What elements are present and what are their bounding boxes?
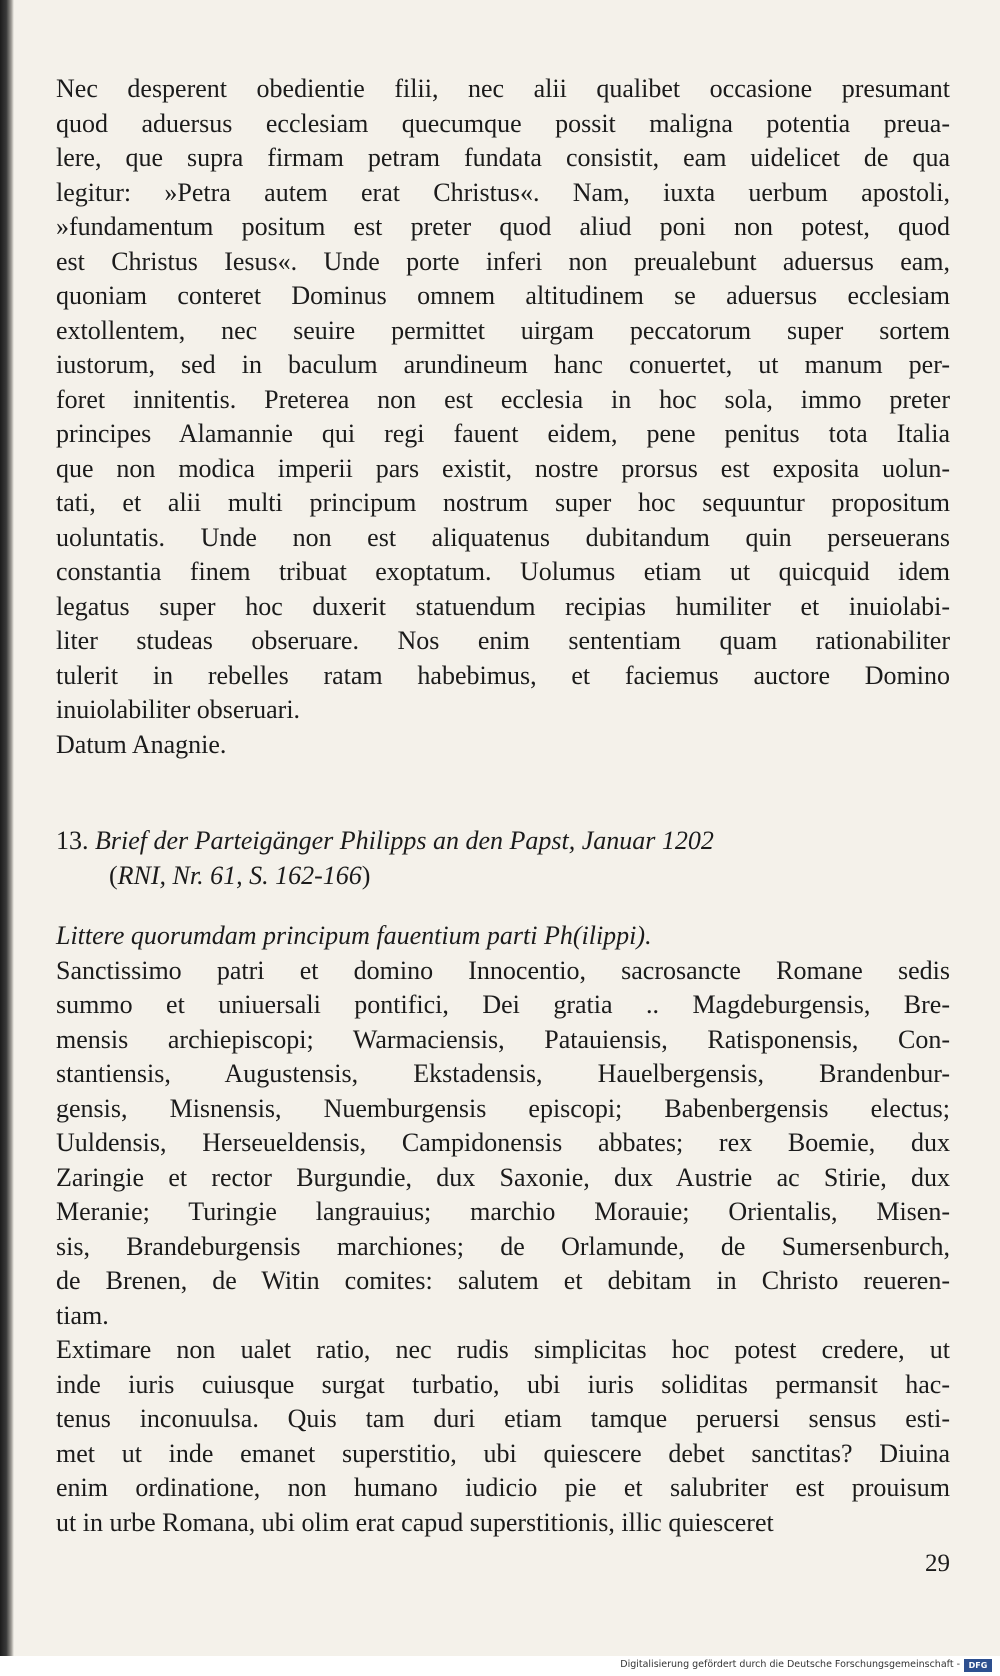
paragraph-argument	[56, 1333, 950, 1540]
text-line: inde iuris cuiusque surgat turbatio, ubi iuris soliditas permansit hac-	[56, 1369, 950, 1399]
text-line: quod aduersus ecclesiam quecumque possit maligna potentia preua-	[56, 108, 950, 138]
text-line: Sanctissimo patri et domino Innocentio, sacrosancte Romane sedis	[56, 955, 950, 985]
document-source: (RNI, Nr. 61, S. 162-166)	[109, 860, 371, 890]
text-line: sis, Brandeburgensis marchiones; de Orlamunde, de Sumersenburch,	[56, 1231, 950, 1261]
document-heading	[56, 824, 950, 893]
text-line: enim ordinatione, non humano iudicio pie et salubriter est prouisum	[56, 1473, 950, 1502]
text-line: quoniam conteret Dominus omnem altitudinem se aduersus ecclesiam	[56, 281, 950, 310]
text-line: uoluntatis. Unde non est aliquatenus dubitandum quin perseuerans	[56, 522, 950, 552]
text-line: que non modica imperii pars existit, nostre prorsus est exposita uolun-	[56, 453, 950, 483]
text-line: Meranie; Turingie langrauius; marchio Morauie; Orientalis, Misen-	[56, 1197, 950, 1226]
paragraph-letter-conclusion	[56, 72, 950, 728]
dfg-logo: DFG	[964, 1659, 992, 1672]
text-line: extollentem, nec seuire permittet uirgam peccatorum super sortem	[56, 315, 950, 345]
text-line: tiam.	[56, 1300, 109, 1330]
text-line: gensis, Misnensis, Nuemburgensis episcopi; Babenbergensis electus;	[56, 1093, 950, 1123]
text-line: constantia finem tribuat exoptatum. Uolumus etiam ut quicquid idem	[56, 557, 950, 586]
text-line: Nec desperent obedientie filii, nec alii qualibet occasione presumant	[56, 74, 950, 103]
text-line: tati, et alii multi principum nostrum super hoc sequuntur propositum	[56, 488, 950, 517]
text-line: de Brenen, de Witin comites: salutem et debitam in Christo reueren-	[56, 1266, 950, 1295]
page-number: 29	[925, 1550, 950, 1577]
text-line: tenus inconuulsa. Quis tam duri etiam tamque peruersi sensus esti-	[56, 1404, 950, 1433]
document-subtitle: Littere quorumdam principum fauentium parti Ph(ilippi).	[56, 921, 652, 950]
text-line: lere, que supra firmam petram fundata consistit, eam uidelicet de qua	[56, 143, 950, 172]
text-line: est Christus Iesus«. Unde porte inferi non preualebunt aduersus eam,	[56, 246, 950, 276]
text-line: liter studeas obseruare. Nos enim sententiam quam rationabiliter	[56, 626, 950, 655]
text-line: mensis archiepiscopi; Warmaciensis, Patauiensis, Ratisponensis, Con-	[56, 1024, 950, 1054]
text-line: tulerit in rebelles ratam habebimus, et faciemus auctore Domino	[56, 660, 950, 690]
funding-note: Digitalisierung gefördert durch die Deutsche Forschungsgemeinschaft -	[620, 1659, 960, 1670]
body-text	[56, 72, 950, 1540]
text-line: Zaringie et rector Burgundie, dux Saxonie, dux Austrie ac Stirie, dux	[56, 1162, 950, 1192]
paragraph-salutation	[56, 954, 950, 1334]
text-line: inuiolabiliter obseruari.	[56, 695, 301, 724]
text-line: Uuldensis, Herseueldensis, Campidonensis abbates; rex Boemie, dux	[56, 1128, 950, 1157]
text-line: stantiensis, Augustensis, Ekstadensis, Hauelbergensis, Brandenbur-	[56, 1059, 950, 1088]
document-number: 13.	[56, 826, 89, 855]
document-title: Brief der Parteigänger Philipps an den Papst, Januar 1202	[95, 826, 714, 855]
text-line: legitur: »Petra autem erat Christus«. Nam, iuxta uerbum apostoli,	[56, 177, 950, 207]
datum-line: Datum Anagnie.	[56, 729, 227, 759]
text-line: summo et uniuersali pontifici, Dei gratia .. Magdeburgensis, Bre-	[56, 990, 950, 1019]
text-line: iustorum, sed in baculum arundineum hanc conuertet, ut manum per-	[56, 350, 950, 379]
text-line: foret innitentis. Preterea non est ecclesia in hoc sola, immo preter	[56, 384, 950, 414]
text-line: legatus super hoc duxerit statuendum recipias humiliter et inuiolabi-	[56, 591, 950, 621]
text-line: »fundamentum positum est preter quod aliud poni non potest, quod	[56, 212, 950, 241]
book-spine-shadow	[0, 0, 14, 1676]
text-line: ut in urbe Romana, ubi olim erat capud superstitionis, illic quiesceret	[56, 1507, 774, 1537]
text-line: principes Alamannie qui regi fauent eidem, pene penitus tota Italia	[56, 419, 950, 448]
digitization-footer	[0, 1656, 1000, 1676]
text-line: Extimare non ualet ratio, nec rudis simplicitas hoc potest credere, ut	[56, 1335, 950, 1364]
text-line: met ut inde emanet superstitio, ubi quiescere debet sanctitas? Diuina	[56, 1438, 950, 1468]
